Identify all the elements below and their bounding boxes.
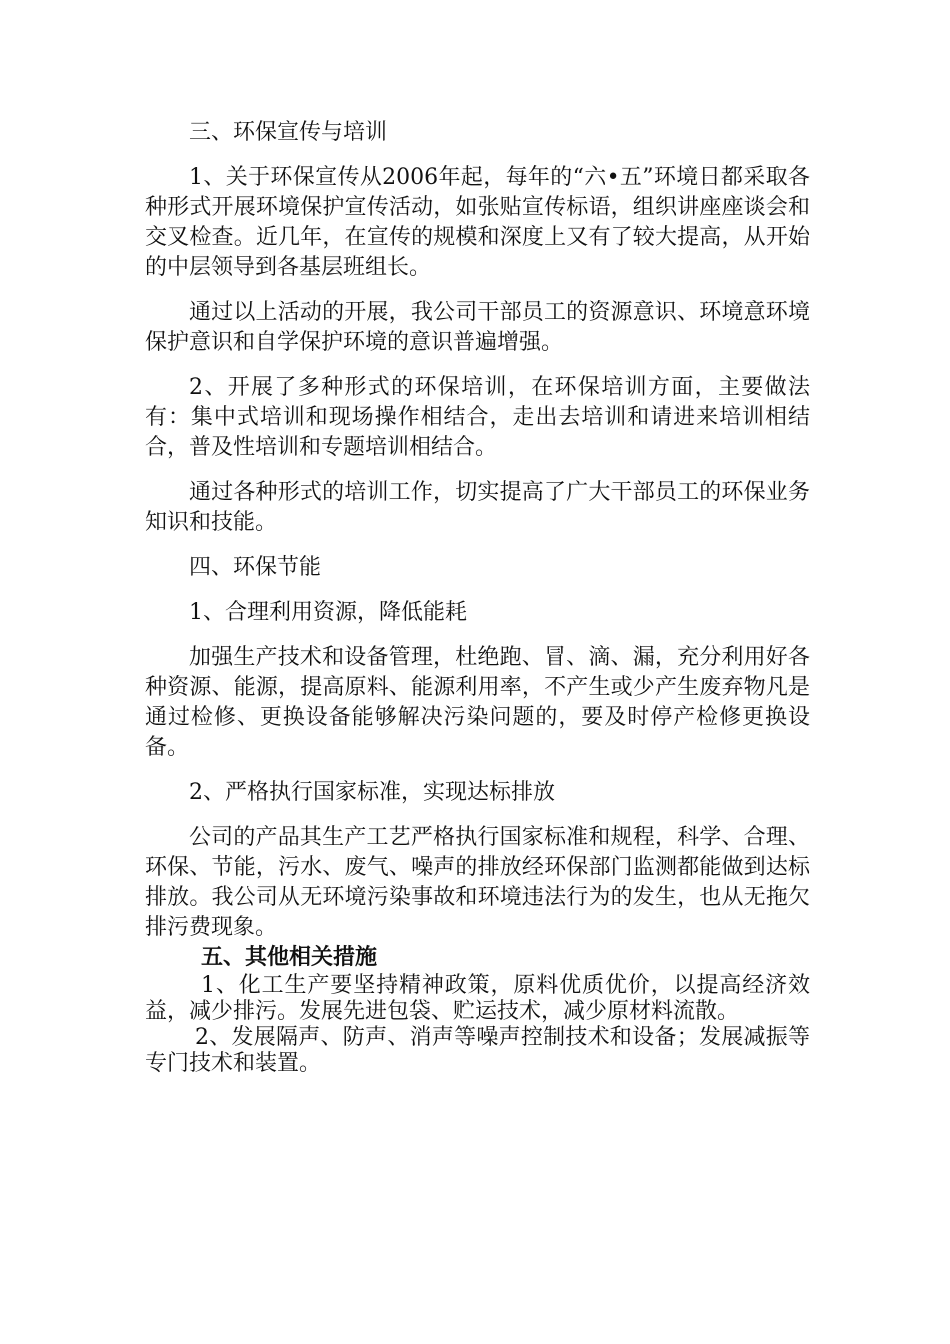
section-4-subheading-1: 1、合理利用资源，降低能耗: [189, 600, 467, 625]
section-3-paragraph-3: 2、开展了多种形式的环保培训，在环保培训方面，主要做法有：集中式培训和现场操作相结合，走出去培训和请进来培训相结合，普及性培训和专题培训相结合。: [145, 375, 810, 460]
section-4-subheading-2: 2、严格执行国家标准，实现达标排放: [189, 780, 555, 805]
section-4-heading: 四、环保节能: [189, 555, 322, 580]
section-3-paragraph-1: 1、关于环保宣传从2006年起，每年的“六•五”环境日都采取各种形式开展环境保护宣传活动，如张贴宣传标语，组织讲座座谈会和交叉检查。近几年，在宣传的规模和深度上又有了较大提高，从开始的中层领导到各基层班组长。: [145, 165, 810, 280]
section-3-paragraph-4: 通过各种形式的培训工作，切实提高了广大干部员工的环保业务知识和技能。: [145, 480, 810, 535]
section-5-paragraph-1: 1、化工生产要坚持精神政策，原料优质优价，以提高经济效益，减少排污。发展先进包袋、贮运技术，减少原材料流散。: [145, 973, 810, 1024]
section-5-paragraph-2: 2、发展隔声、防声、消声等噪声控制技术和设备；发展减振等专门技术和装置。: [145, 1025, 810, 1076]
section-3-heading: 三、环保宣传与培训: [189, 120, 388, 145]
section-4-paragraph-1: 加强生产技术和设备管理，杜绝跑、冒、滴、漏，充分利用好各种资源、能源，提高原料、能源利用率，不产生或少产生废弃物凡是通过检修、更换设备能够解决污染问题的，要及时停产检修更换设备。: [145, 645, 810, 760]
section-4-paragraph-2: 公司的产品其生产工艺严格执行国家标准和规程，科学、合理、环保、节能，污水、废气、噪声的排放经环保部门监测都能做到达标排放。我公司从无环境污染事故和环境违法行为的发生，也从无拖欠排污费现象。: [145, 825, 810, 940]
section-3-paragraph-2: 通过以上活动的开展，我公司干部员工的资源意识、环境意环境保护意识和自学保护环境的意识普遍增强。: [145, 300, 810, 355]
section-5-heading: 五、其他相关措施: [201, 945, 378, 970]
document-body: [145, 118, 810, 1077]
